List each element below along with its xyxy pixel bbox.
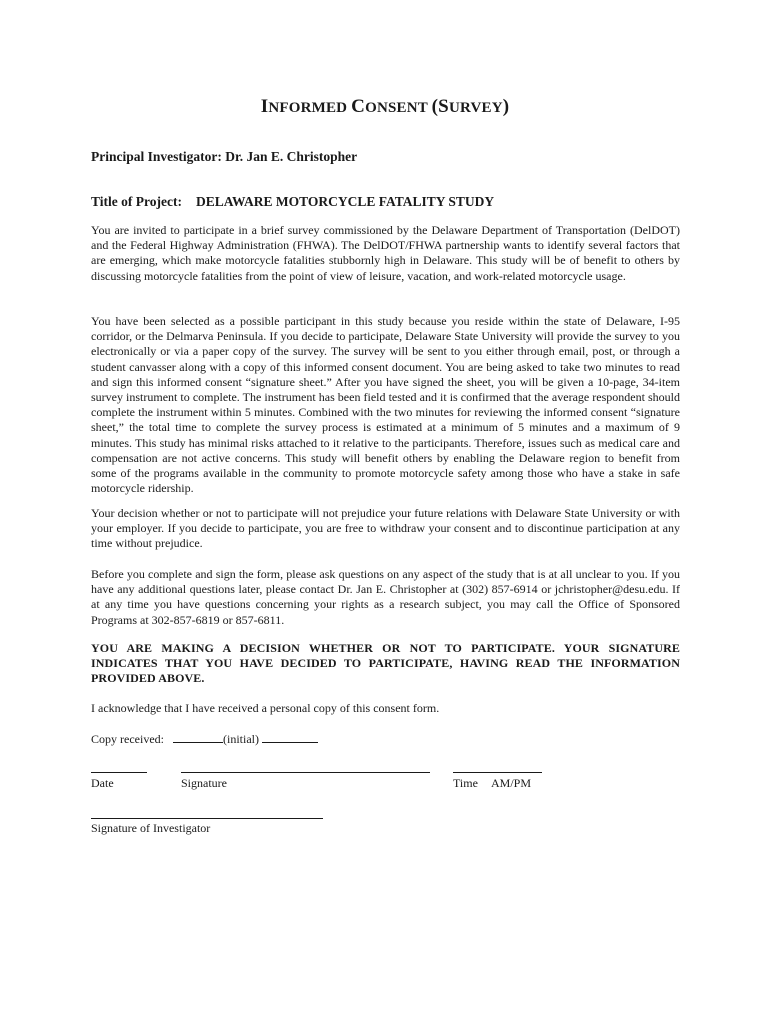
title-word-informed: NFORMED [268,100,352,116]
ampm-label: AM/PM [491,776,532,790]
signature-line[interactable] [181,772,430,773]
title-close-paren: ) [502,96,510,117]
date-label: Date [91,776,114,790]
title-word-survey: URVEY [448,100,503,116]
investigator-signature-line[interactable] [91,818,323,819]
project-title [91,194,494,210]
initial-label: (initial) [222,732,259,746]
acknowledgement-text: I acknowledge that I have received a personal copy of this consent form. [91,701,440,715]
copy-received-row [91,731,318,747]
time-label: Time [453,776,478,790]
initial-blank[interactable] [262,731,318,743]
paragraph-invitation: You are invited to participate in a brief survey commissioned by the Delaware Department of Transportation (DelDOT) and the Federal Highway Administration (FHWA). The DelDOT/FHWA partnership wants to identify several factors that are emerging, which make motorcycle fatalities stubbornly high in Delaware. This study will be of benefit to others by discussing motorcycle fatalities from the point of view of leisure, vacation, and work-related motorcycle usage. [91,223,680,283]
paragraph-questions: Before you complete and sign the form, please ask questions on any aspect of the study that is at all unclear to you. If you have any additional questions later, please contact Dr. Jan E. Christopher at (302) 857-6914 or jchristopher@desu.edu. If at any time you have questions concerning your rights as a research subject, you may call the Office of Sponsored Programs at 302-857-6819 or 857-6811. [91,567,680,627]
title-initial-s: (S [431,96,449,117]
paragraph-selection: You have been selected as a possible participant in this study because you reside within the state of Delaware, I-95 corridor, or the Delmarva Peninsula. If you decide to participate, Delaware State University will provide the survey to you electronically or via a paper copy of the survey. The survey will be sent to you either through email, post, or through a student canvasser along with a copy of this informed consent document. You are being asked to take two minutes to read and sign this informed consent “signature sheet.” After you have signed the sheet, you will be given a 10-page, 34-item survey instrument to complete. The instrument has been field tested and it is confirmed that the average respondent should complete the instrument within 5 minutes. Combined with the two minutes for reviewing the informed consent “signature sheet,” the total time to complete the survey process is estimated at a minimum of 5 minutes and a maximum of 9 minutes. This study has minimal risks attached to it relative to the participants. Therefore, issues such as medical care and compensation are not active concerns. This study will benefit others by enabling the Delaware region to benefit from some of the programs available in the community to promote motorcycle safety among those who have a stake in safe motorcycle ridership. [91,314,680,496]
decision-warning: YOU ARE MAKING A DECISION WHETHER OR NOT TO PARTICIPATE. YOUR SIGNATURE INDICATES THAT YOU HAVE DECIDED TO PARTICIPATE, HAVING READ THE INFORMATION PROVIDED ABOVE. [91,641,680,685]
signature-label: Signature [181,776,227,790]
project-name: DELAWARE MOTORCYCLE FATALITY STUDY [195,194,495,209]
document-title [0,96,770,118]
date-line[interactable] [91,772,147,773]
investigator-signature-label: Signature of Investigator [91,821,211,835]
copy-received-label: Copy received: [91,732,164,746]
title-word-consent: ONSENT [365,100,432,116]
time-line[interactable] [453,772,542,773]
principal-investigator: Principal Investigator: Dr. Jan E. Christopher [91,149,358,164]
title-initial-i: I [260,96,269,117]
paragraph-voluntary: Your decision whether or not to participate will not prejudice your future relations with Delaware State University or with your employer. If you decide to participate, you are free to withdraw your consent and to discontinue participation at any time without prejudice. [91,506,680,551]
copy-received-blank[interactable] [173,731,223,743]
title-initial-c: C [351,96,366,117]
project-label: Title of Project: [91,194,182,209]
